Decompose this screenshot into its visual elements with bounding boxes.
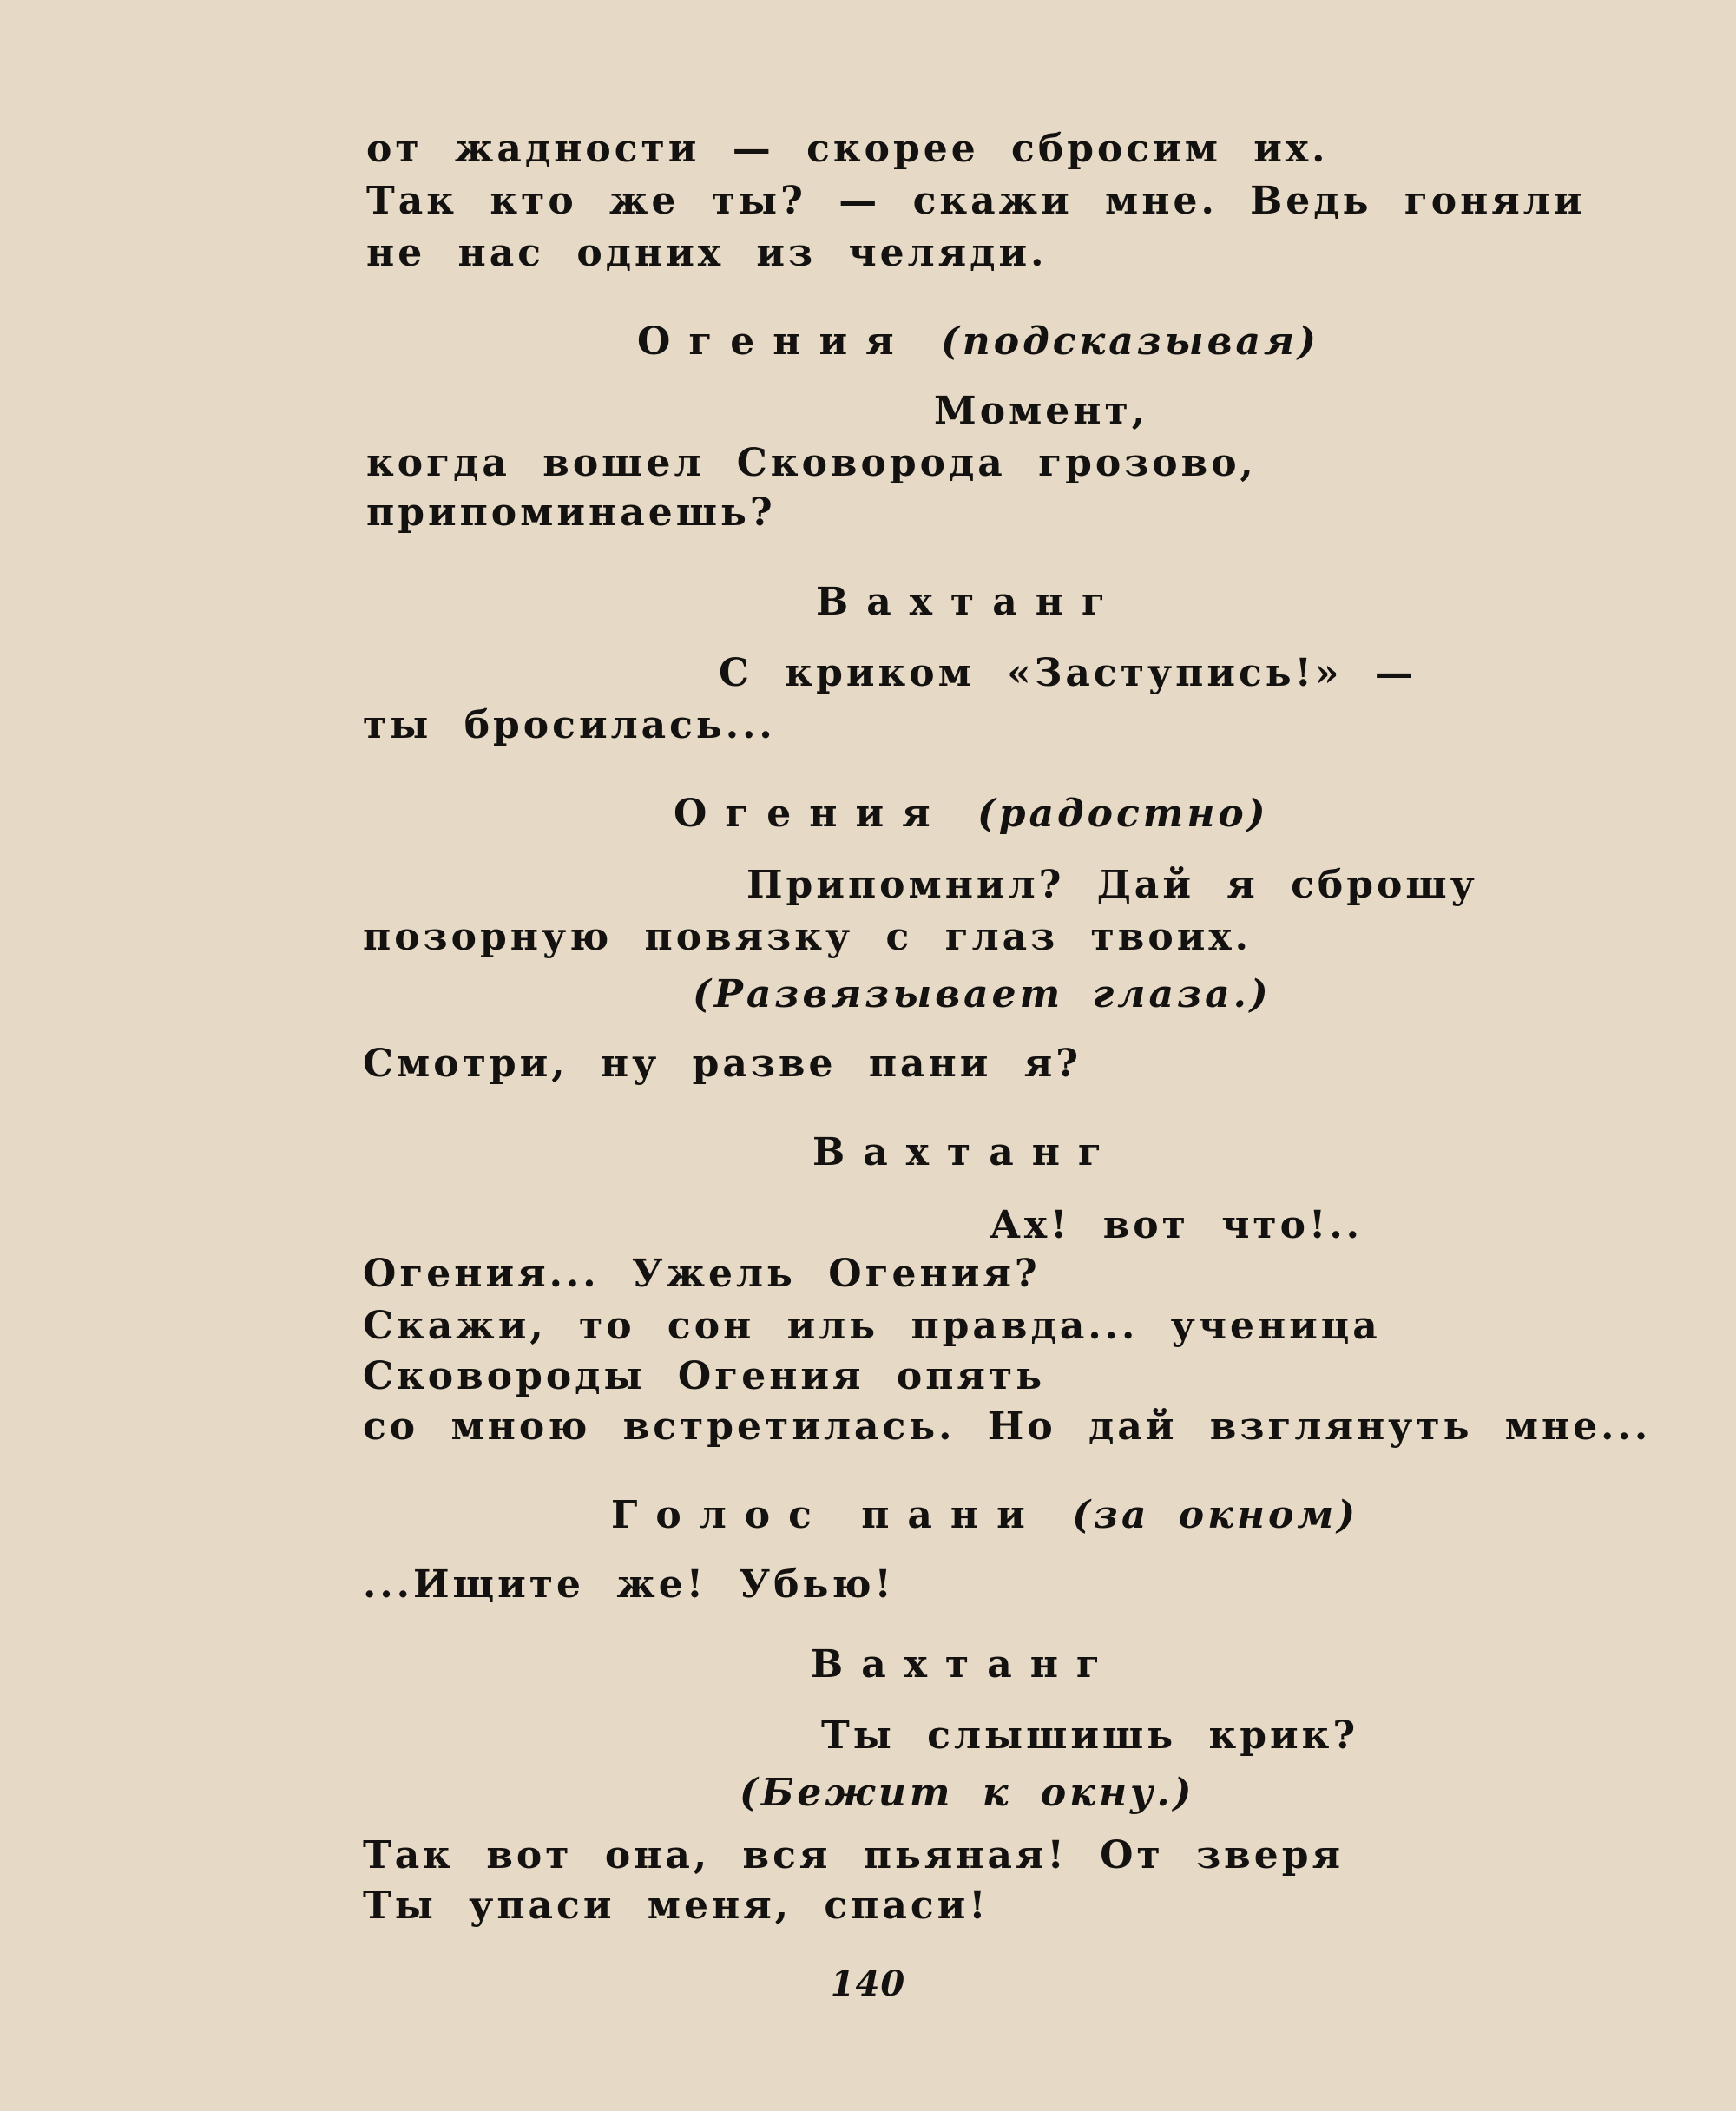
page-number: 140	[830, 1963, 906, 2004]
text-line: когда вошел Сковорода грозово,	[366, 441, 1257, 485]
text-line: Скажи, то сон иль правда... ученица	[363, 1304, 1381, 1348]
text-line: со мною встретилась. Но дай взглянуть мне...	[363, 1404, 1652, 1449]
text-line: Так вот она, вся пьяная! От зверя	[363, 1833, 1344, 1878]
speaker-name: Вахтанг	[811, 1642, 1118, 1687]
text-line: не нас одних из челяди.	[366, 231, 1048, 275]
text-line: Припомнил? Дай я сброшу	[746, 863, 1478, 907]
speaker-heading	[811, 1642, 1118, 1687]
text-line: позорную повязку с глаз твоих.	[363, 915, 1252, 959]
text-line: от жадности — скорее сбросим их.	[366, 127, 1329, 171]
text-line: Огения... Ужель Огения?	[363, 1252, 1041, 1296]
text-line: ...Ищите же! Убью!	[363, 1562, 895, 1607]
stage-direction: (за окном)	[1042, 1493, 1359, 1537]
text-line: С криком «Заступись!» —	[719, 651, 1417, 695]
speaker-heading	[674, 792, 1269, 837]
text-line: Ах! вот что!..	[990, 1203, 1363, 1247]
speaker-heading	[637, 319, 1319, 365]
text-line: Сковороды Огения опять	[363, 1354, 1046, 1398]
text-line: Ты слышишь крик?	[821, 1713, 1359, 1758]
stage-direction: (радостно)	[948, 792, 1269, 836]
speaker-heading	[812, 1130, 1120, 1175]
text-line: Смотри, ну разве пани я?	[363, 1042, 1082, 1086]
text-line: Ты упаси меня, спаси!	[363, 1884, 990, 1928]
text-line: Момент,	[934, 389, 1149, 433]
stage-direction: (Бежит к окну.)	[740, 1771, 1195, 1815]
speaker-heading	[816, 580, 1123, 625]
text-line: припоминаешь?	[366, 490, 776, 535]
text-line: Так кто же ты? — скажи мне. Ведь гоняли	[366, 179, 1586, 223]
speaker-name: Огения	[674, 792, 949, 836]
speaker-name: Вахтанг	[816, 580, 1123, 624]
stage-direction: (подсказывая)	[911, 319, 1319, 364]
speaker-name: Голос пани	[611, 1493, 1043, 1537]
speaker-name: Вахтанг	[812, 1130, 1120, 1174]
speaker-heading	[611, 1493, 1358, 1538]
speaker-name: Огения	[637, 319, 912, 364]
stage-direction: (Развязывает глаза.)	[693, 972, 1272, 1016]
text-line: ты бросилась...	[363, 703, 776, 747]
